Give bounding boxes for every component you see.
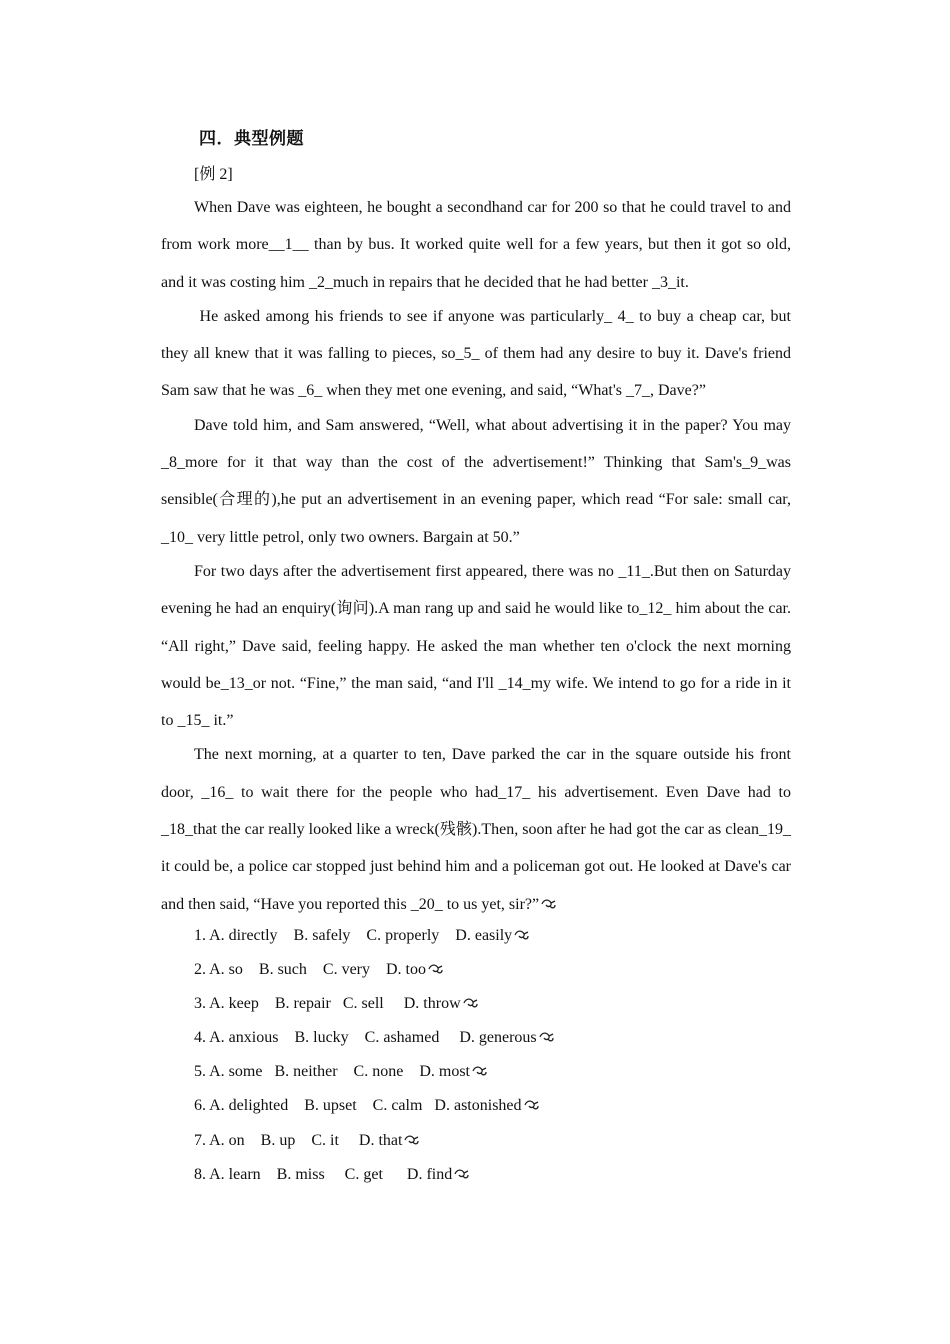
option-row-7: 7. A. on B. up C. it D. that [194,1124,794,1158]
passage-paragraph-3: Dave told him, and Sam answered, “Well, what about advertising it in the paper? You may _8_more for it that way than the cost of the advertisement!” Thinking that Sam's_9_was sensible(合理的),he put an advertisement in an evening paper, which read “For sale: small car, _10_ very little petrol, only two owners. Bargain at 50.” [161,416,791,546]
option-row-2: 2. A. so B. such C. very D. too [194,953,794,987]
reading-passage [161,189,791,920]
passage-paragraph-4: For two days after the advertisement first appeared, there was no _11_.But then on Saturday evening he had an enquiry(询问).A man rang up and said he would like to_12_ him about the car. “All right,” Dave said, feeling happy. He asked the man whether ten o'clock the next morning would be_13_or not. “Fine,” the man said, “and I'll _14_my wife. We intend to go for a ride in it to _15_ it.” [161,562,791,730]
option-row-3: 3. A. keep B. repair C. sell D. throw [194,987,794,1021]
option-row-1: 1. A. directly B. safely C. properly D. easily [194,919,794,953]
line-end-mark-icon [462,997,478,1009]
passage-paragraph-1: When Dave was eighteen, he bought a secondhand car for 200 so that he could travel to and from work more__1__ than by bus. It worked quite well for a few years, but then it got so old, and it was costing him _2_much in repairs that he decided that he had better _3_it. [161,199,791,291]
option-row-4: 4. A. anxious B. lucky C. ashamed D. generous [194,1021,794,1055]
option-row-8: 8. A. learn B. miss C. get D. find [194,1158,794,1192]
line-end-mark-icon [453,1168,469,1180]
line-end-mark-icon [513,929,529,941]
line-end-mark-icon [523,1099,539,1111]
answer-options-list [194,919,794,1192]
line-end-mark-icon [403,1134,419,1146]
line-end-mark-icon [538,1031,554,1043]
passage-paragraph-2: He asked among his friends to see if anyone was particularly_ 4_ to buy a cheap car, but they all knew that it was falling to pieces, so_5_ of them had any desire to buy it. Dave's friend Sam saw that he was _6_ when they met one evening, and said, “What's _7_, Dave?” [161,307,791,400]
line-end-mark-icon [427,963,443,975]
option-row-6: 6. A. delighted B. upset C. calm D. astonished [194,1089,794,1123]
line-end-mark-icon [540,898,556,910]
line-end-mark-icon [471,1065,487,1077]
section-heading: 四．典型例题 [199,129,304,149]
option-row-5: 5. A. some B. neither C. none D. most [194,1055,794,1089]
example-label: [例 2] [194,166,233,183]
passage-paragraph-5: The next morning, at a quarter to ten, Dave parked the car in the square outside his front door, _16_ to wait there for the people who had_17_ his advertisement. Even Dave had to _18_that the car really looked like a wreck(残骸).Then, soon after he had got the car as clean_19_ it could be, a police car stopped just behind him and a policeman got out. He looked at Dave's car and then said, “Have you reported this _20_ to us yet, sir?” [161,746,791,913]
